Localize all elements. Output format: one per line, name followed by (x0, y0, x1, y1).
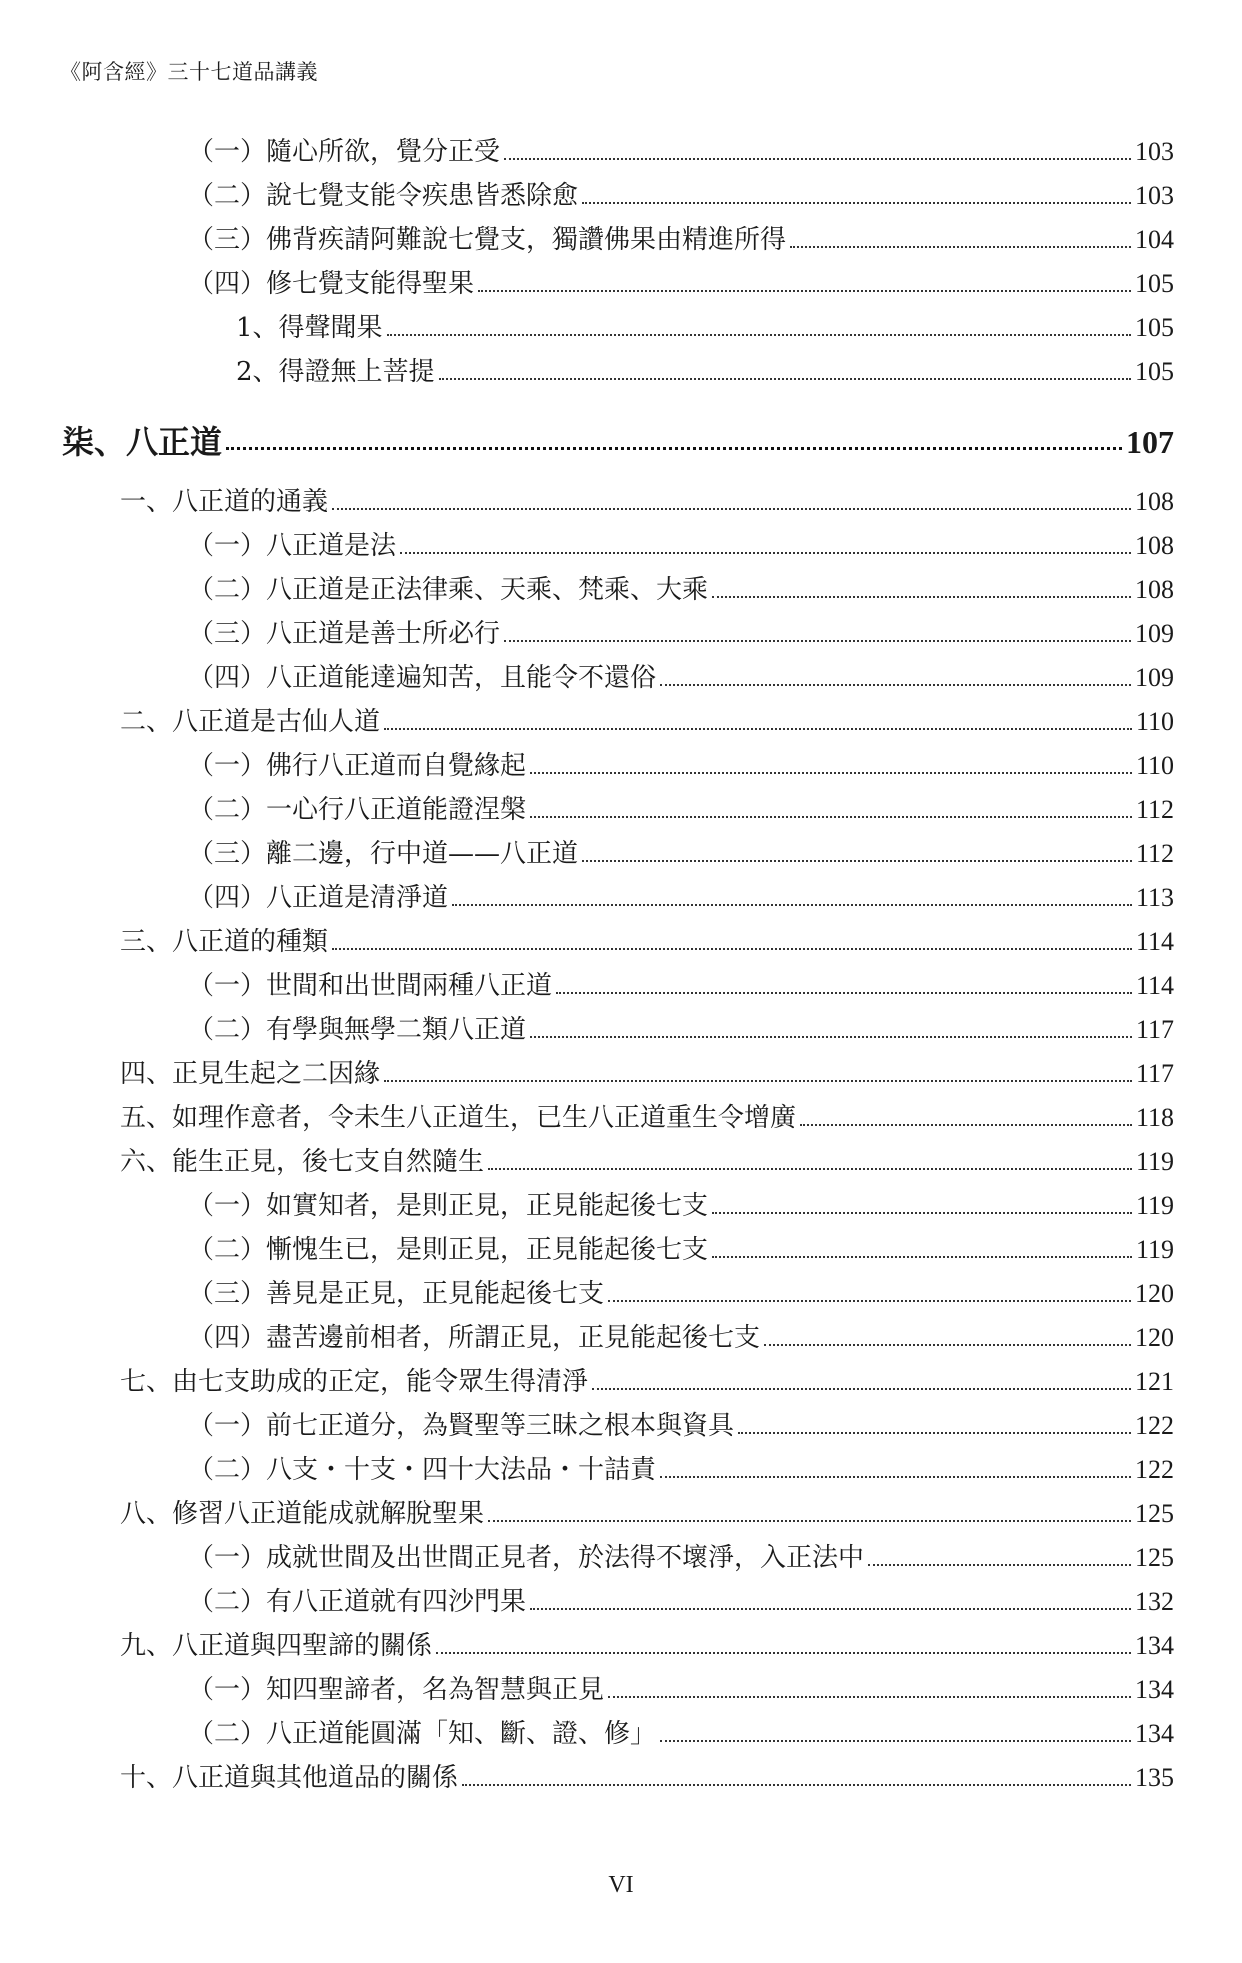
dot-leader (608, 1696, 1131, 1698)
toc-entry (0, 1490, 1174, 1530)
toc-entry-page: 118 (1135, 1103, 1174, 1132)
toc-entry-title: 五、如理作意者，令未生八正道生，已生八正道重生令增廣 (120, 1103, 797, 1133)
toc-entry-page: 108 (1135, 531, 1174, 560)
toc-entry-title: 2、得證無上菩提 (236, 357, 435, 387)
toc-entry (0, 610, 1174, 650)
dot-leader (660, 1476, 1131, 1478)
dot-leader (504, 640, 1131, 642)
toc-entry-title: （二）說七覺支能令疾患皆悉除愈 (188, 181, 579, 211)
dot-leader (582, 860, 1132, 862)
toc-entry (0, 1754, 1174, 1794)
toc-entry-title: （一）世間和出世間兩種八正道 (188, 971, 553, 1001)
dot-leader (504, 158, 1131, 160)
toc-entry-page: 120 (1135, 1323, 1174, 1352)
dot-leader (800, 1124, 1132, 1126)
toc-entry-page: 105 (1135, 269, 1174, 298)
toc-entry-page: 104 (1135, 225, 1174, 254)
dot-leader (384, 1080, 1132, 1082)
toc-entry (0, 1050, 1174, 1090)
dot-leader (400, 552, 1131, 554)
toc-entry (0, 918, 1174, 958)
toc-entry-title: 十、八正道與其他道品的關係 (120, 1763, 459, 1793)
toc-entry-page: 110 (1135, 751, 1174, 780)
toc-entry-page: 114 (1135, 927, 1174, 956)
toc-entry-page: 112 (1135, 795, 1174, 824)
toc-entry-title: （一）成就世間及出世間正見者，於法得不壞淨，入正法中 (188, 1543, 865, 1573)
toc-entry-title: 四、正見生起之二因緣 (120, 1059, 381, 1089)
toc-entry (0, 698, 1174, 738)
toc-entry (0, 304, 1174, 344)
running-header: 《阿含經》三十七道品講義 (60, 60, 318, 84)
toc-entry-title: （一）前七正道分，為賢聖等三昧之根本與資具 (188, 1411, 735, 1441)
dot-leader (530, 1036, 1132, 1038)
dot-leader (660, 1740, 1131, 1742)
toc-entry-page: 125 (1135, 1543, 1174, 1572)
toc-entry-title: 七、由七支助成的正定，能令眾生得清淨 (120, 1367, 589, 1397)
toc-entry-title: （一）如實知者，是則正見，正見能起後七支 (188, 1191, 709, 1221)
toc-entry-title: （一）八正道是法 (188, 531, 397, 561)
toc-entry-page: 134 (1135, 1675, 1174, 1704)
dot-leader (488, 1168, 1132, 1170)
dot-leader (452, 904, 1132, 906)
toc-entry-title: 1、得聲聞果 (236, 313, 383, 343)
toc-entry-page: 117 (1135, 1015, 1174, 1044)
dot-leader (436, 1652, 1131, 1654)
toc-entry-page: 105 (1135, 357, 1174, 386)
toc-entry (0, 1270, 1174, 1310)
toc-entry-page: 135 (1135, 1763, 1174, 1792)
dot-leader (582, 202, 1131, 204)
toc-entry (0, 874, 1174, 914)
toc-entry-page: 125 (1135, 1499, 1174, 1528)
toc-entry-page: 105 (1135, 313, 1174, 342)
toc-entry (0, 1182, 1174, 1222)
toc-entry-page: 122 (1135, 1455, 1174, 1484)
dot-leader (712, 1212, 1132, 1214)
page-number: VI (608, 1872, 634, 1898)
toc-entry (0, 1226, 1174, 1266)
toc-entry (0, 1710, 1174, 1750)
dot-leader (608, 1300, 1131, 1302)
toc-entry-page: 117 (1135, 1059, 1174, 1088)
toc-entry-page: 122 (1135, 1411, 1174, 1440)
toc-entry (0, 830, 1174, 870)
toc-entry (0, 1534, 1174, 1574)
toc-entry-page: 114 (1135, 971, 1174, 1000)
toc-entry-page: 107 (1126, 424, 1174, 460)
toc-entry-title: （二）八正道能圓滿「知、斷、證、修」 (188, 1719, 657, 1749)
toc-entry-title: （二）八支・十支・四十大法品・十詰責 (188, 1455, 657, 1485)
toc-entry-title: 柒、八正道 (62, 423, 223, 461)
toc-entry-title: 九、八正道與四聖諦的關係 (120, 1631, 433, 1661)
dot-leader (868, 1564, 1131, 1566)
toc-entry (0, 172, 1174, 212)
toc-entry (0, 1314, 1174, 1354)
dot-leader (384, 728, 1132, 730)
toc-entry-title: 二、八正道是古仙人道 (120, 707, 381, 737)
toc-entry-title: （二）有學與無學二類八正道 (188, 1015, 527, 1045)
toc-entry-page: 109 (1135, 663, 1174, 692)
dot-leader (790, 246, 1131, 248)
dot-leader (660, 684, 1131, 686)
dot-leader (332, 948, 1132, 950)
dot-leader (462, 1784, 1131, 1786)
toc-entry (0, 216, 1174, 256)
dot-leader (712, 596, 1131, 598)
toc-entry-page: 112 (1135, 839, 1174, 868)
toc-entry-page: 109 (1135, 619, 1174, 648)
toc-entry-title: 八、修習八正道能成就解脫聖果 (120, 1499, 485, 1529)
toc-entry-page: 119 (1135, 1191, 1174, 1220)
dot-leader (530, 816, 1132, 818)
toc-entry (0, 1094, 1174, 1134)
toc-entry-page: 132 (1135, 1587, 1174, 1616)
toc-entry-title: （三）佛背疾請阿難說七覺支，獨讚佛果由精進所得 (188, 225, 787, 255)
dot-leader (387, 334, 1131, 336)
toc-entry-page: 103 (1135, 137, 1174, 166)
toc-entry-title: （三）離二邊，行中道——八正道 (188, 839, 579, 869)
toc-entry-page: 108 (1135, 575, 1174, 604)
toc-entry (0, 1138, 1174, 1178)
toc-entry-title: 六、能生正見，後七支自然隨生 (120, 1147, 485, 1177)
toc-entry (0, 1358, 1174, 1398)
toc-entry-title: （四）盡苦邊前相者，所謂正見，正見能起後七支 (188, 1323, 761, 1353)
dot-leader (556, 992, 1132, 994)
toc-entry (0, 348, 1174, 388)
toc-entry-title: （一）知四聖諦者，名為智慧與正見 (188, 1675, 605, 1705)
toc-entry-title: （一）佛行八正道而自覺緣起 (188, 751, 527, 781)
toc-entry-page: 108 (1135, 487, 1174, 516)
toc-entry (0, 1402, 1174, 1442)
toc-chapter-heading (0, 412, 1174, 461)
dot-leader (764, 1344, 1131, 1346)
toc-entry-page: 119 (1135, 1147, 1174, 1176)
toc-entry (0, 742, 1174, 782)
dot-leader (592, 1388, 1131, 1390)
dot-leader (530, 1608, 1131, 1610)
toc-entry-title: （二）有八正道就有四沙門果 (188, 1587, 527, 1617)
toc-entry-page: 134 (1135, 1631, 1174, 1660)
toc-entry-page: 134 (1135, 1719, 1174, 1748)
toc-entry-title: （二）慚愧生已，是則正見，正見能起後七支 (188, 1235, 709, 1265)
toc-entry-title: （四）八正道能達遍知苦，且能令不還俗 (188, 663, 657, 693)
toc-entry (0, 566, 1174, 606)
toc-entry (0, 522, 1174, 562)
toc-entry-title: （三）八正道是善士所必行 (188, 619, 501, 649)
dot-leader (226, 447, 1122, 450)
toc-entry (0, 654, 1174, 694)
dot-leader (478, 290, 1131, 292)
toc-entry (0, 260, 1174, 300)
toc-entry-title: （四）修七覺支能得聖果 (188, 269, 475, 299)
toc-entry-page: 120 (1135, 1279, 1174, 1308)
dot-leader (530, 772, 1132, 774)
toc-entry-title: （三）善見是正見，正見能起後七支 (188, 1279, 605, 1309)
toc-entry (0, 1446, 1174, 1486)
toc-entry (0, 1006, 1174, 1046)
toc-entry-title: 一、八正道的通義 (120, 487, 329, 517)
toc-entry (0, 478, 1174, 518)
toc-entry (0, 786, 1174, 826)
toc-entry-title: （二）一心行八正道能證涅槃 (188, 795, 527, 825)
toc-entry (0, 1622, 1174, 1662)
toc-entry-title: （四）八正道是清淨道 (188, 883, 449, 913)
dot-leader (712, 1256, 1132, 1258)
toc-entry (0, 962, 1174, 1002)
toc-entry-title: （一）隨心所欲，覺分正受 (188, 137, 501, 167)
toc-entry (0, 1578, 1174, 1618)
toc-entry-page: 119 (1135, 1235, 1174, 1264)
toc-entry-page: 121 (1135, 1367, 1174, 1396)
toc-entry (0, 1666, 1174, 1706)
toc-entry-title: （二）八正道是正法律乘、天乘、梵乘、大乘 (188, 575, 709, 605)
dot-leader (738, 1432, 1131, 1434)
dot-leader (439, 378, 1131, 380)
toc-entry-page: 110 (1135, 707, 1174, 736)
dot-leader (488, 1520, 1131, 1522)
toc-entry-title: 三、八正道的種類 (120, 927, 329, 957)
dot-leader (332, 508, 1131, 510)
toc-entry-page: 113 (1135, 883, 1174, 912)
toc-entry-page: 103 (1135, 181, 1174, 210)
toc-entry (0, 128, 1174, 168)
